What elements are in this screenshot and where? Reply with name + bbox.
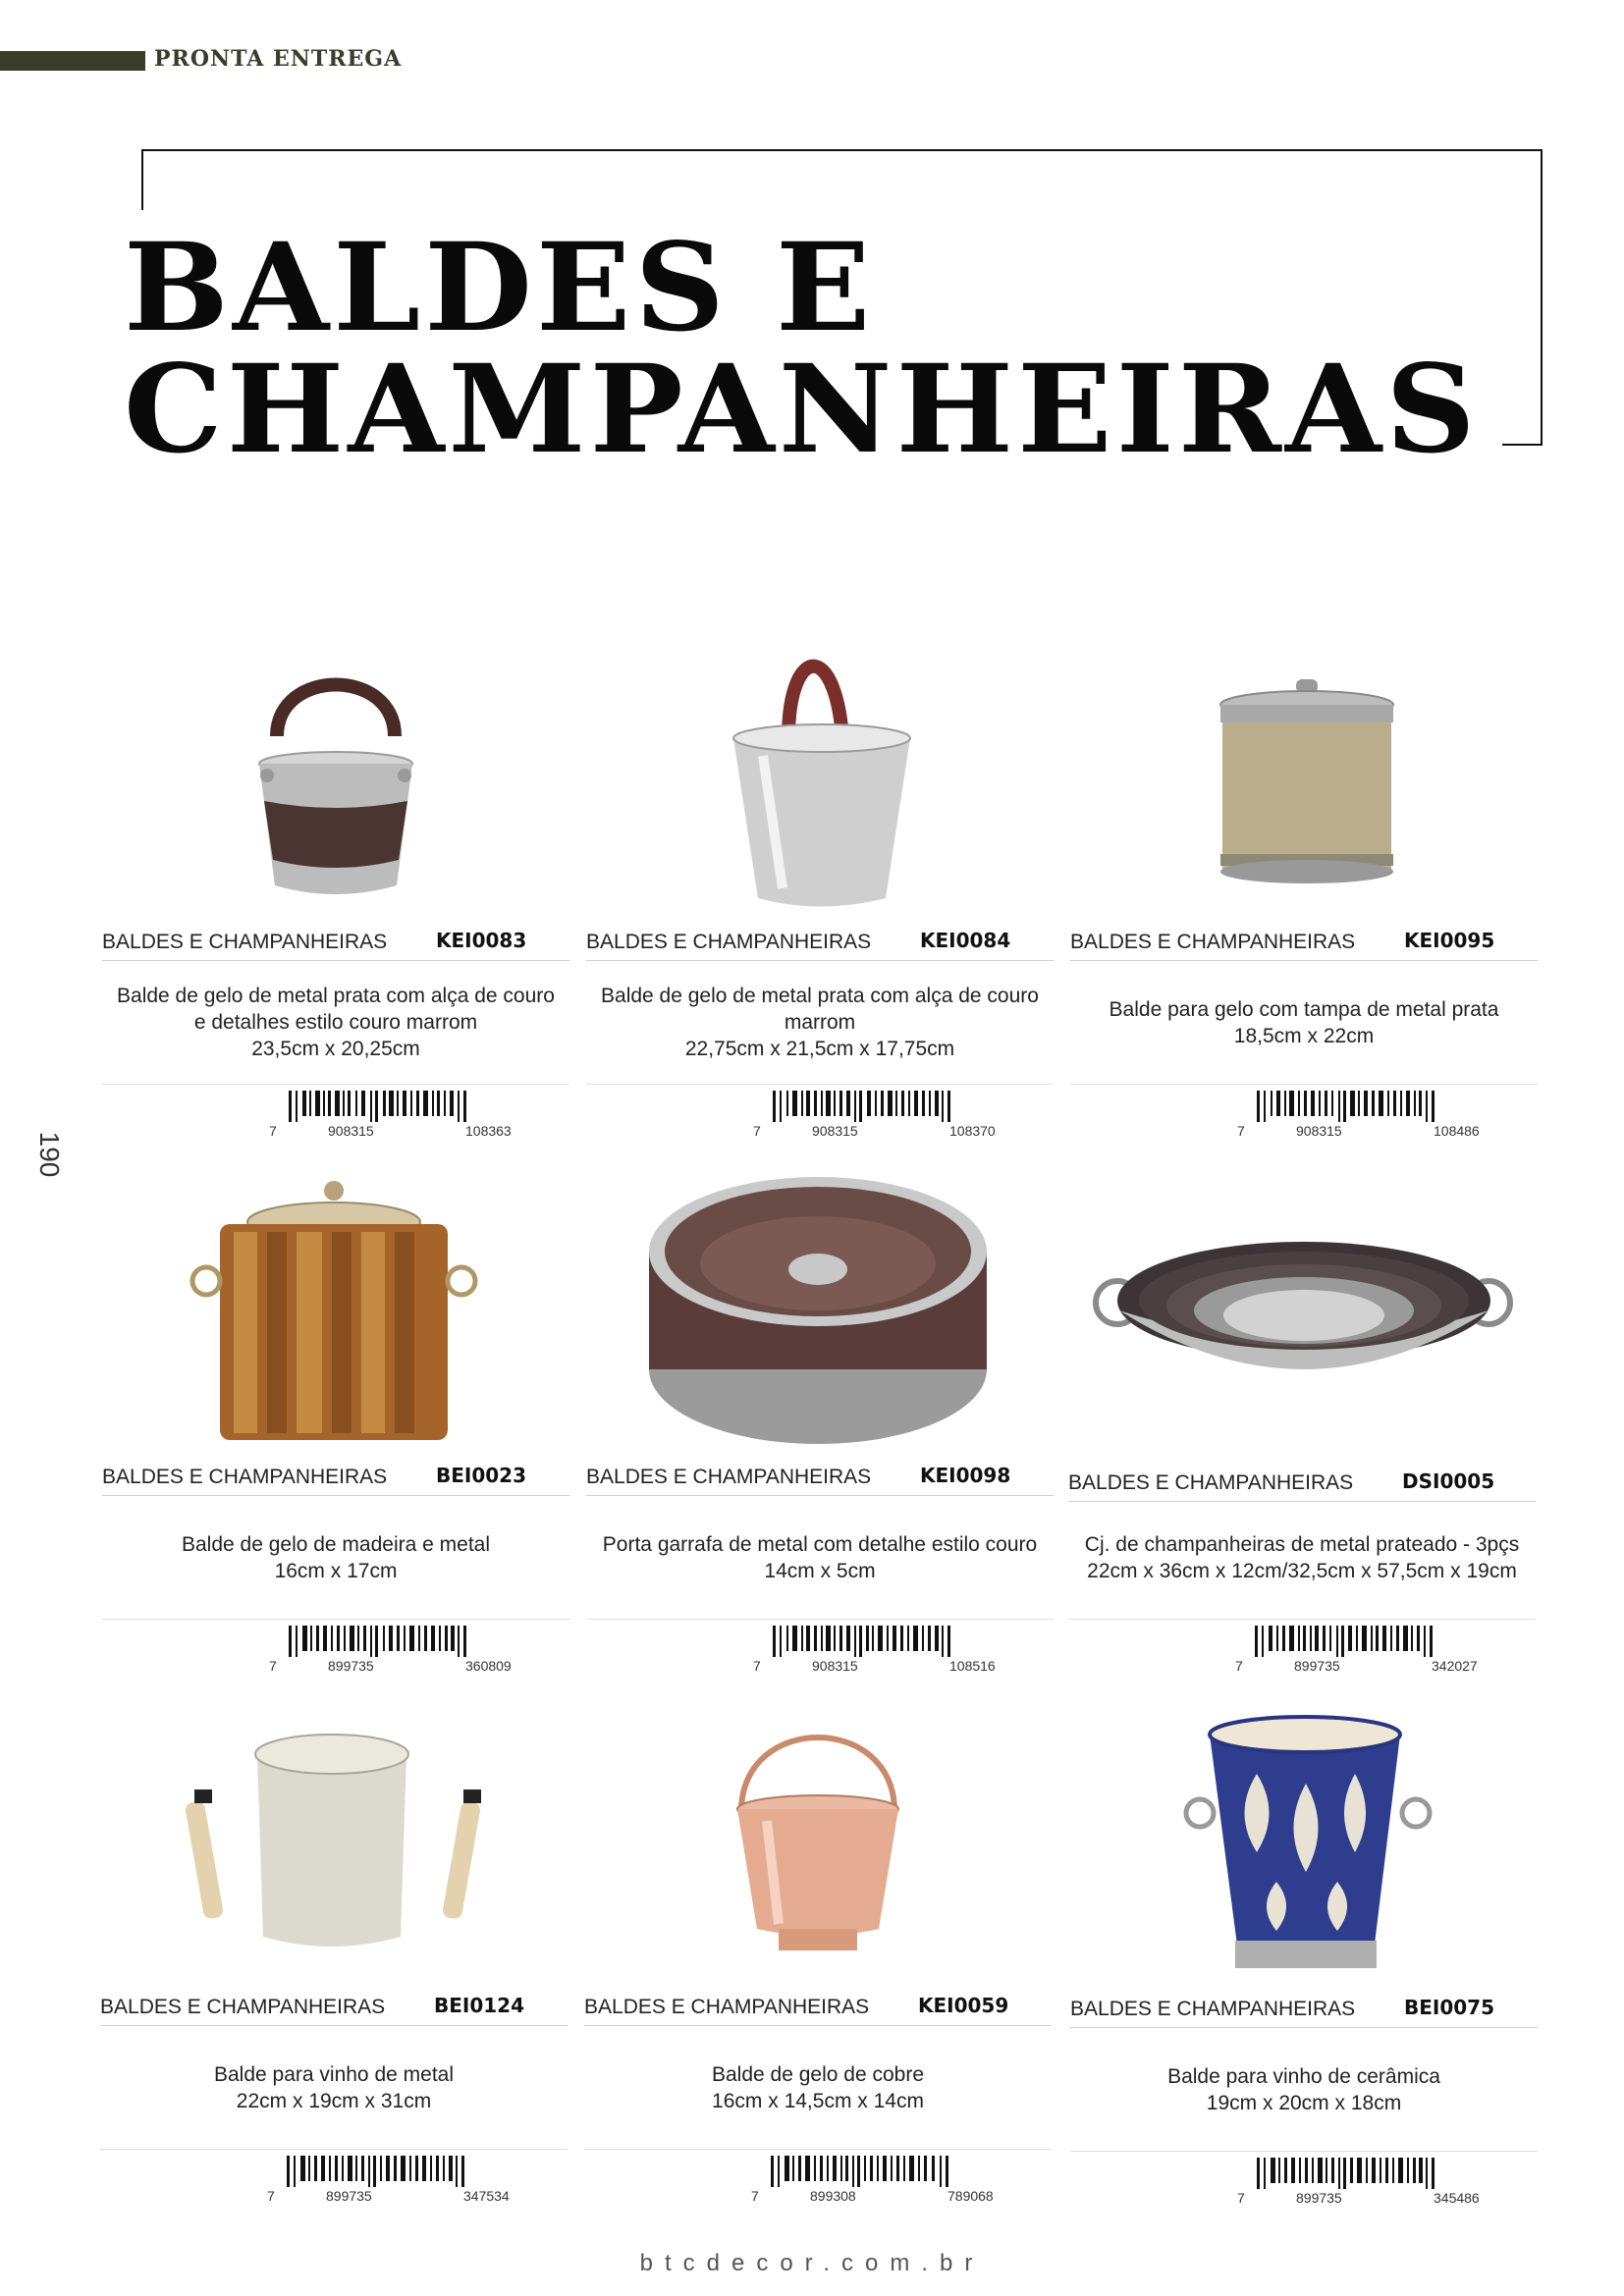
title-frame-bottom	[1502, 444, 1543, 446]
product-barcode	[586, 1626, 1054, 1677]
product-barcode	[1070, 2158, 1538, 2209]
product-description: Balde para vinho de metal	[214, 2062, 454, 2086]
product-category: BALDES E CHAMPANHEIRAS	[102, 931, 388, 953]
barcode-group-2: 342027	[1432, 1658, 1478, 1674]
product-header	[100, 1988, 568, 2026]
product-card	[1070, 1695, 1538, 2209]
product-dimensions: 22cm x 19cm x 31cm	[236, 2089, 432, 2112]
product-card	[102, 628, 569, 1142]
title-line-2: CHAMPANHEIRAS	[124, 339, 1480, 481]
product-description-block	[586, 961, 1054, 1085]
product-description: Porta garrafa de metal com detalhe estilo couro	[602, 1532, 1038, 1556]
product-barcode	[102, 1091, 569, 1142]
product-header	[1070, 923, 1538, 961]
title-line-1: BALDES E	[124, 217, 875, 359]
page-number: 190	[34, 1131, 65, 1178]
product-barcode	[1070, 1091, 1538, 1142]
product-code: DSI0005	[1402, 1469, 1495, 1493]
title-frame-left	[141, 149, 143, 210]
product-dimensions: 22cm x 36cm x 12cm/32,5cm x 57,5cm x 19cm	[1087, 1559, 1517, 1582]
product-photo-copper-ice-bucket	[584, 1693, 1052, 1988]
product-description-block	[586, 1496, 1054, 1620]
barcode-group-1: 908315	[812, 1123, 858, 1139]
barcode-group-2: 108363	[465, 1123, 512, 1139]
barcode-lead-digit: 7	[753, 1658, 761, 1674]
product-photo-oval-ice-bucket	[586, 628, 1054, 923]
product-dimensions: 16cm x 14,5cm x 14cm	[712, 2089, 924, 2112]
barcode-lead-digit: 7	[753, 1123, 761, 1139]
product-dimensions: 14cm x 5cm	[764, 1559, 876, 1582]
barcode-bars	[733, 1626, 999, 1657]
barcode-bars	[249, 1091, 514, 1122]
product-category: BALDES E CHAMPANHEIRAS	[100, 1996, 386, 2018]
barcode-lead-digit: 7	[269, 1658, 277, 1674]
barcode-group-1: 899735	[328, 1658, 374, 1674]
product-photo-lidded-ice-bucket	[1070, 628, 1538, 923]
product-description-block	[1070, 961, 1538, 1085]
barcode-group-2: 345486	[1434, 2190, 1480, 2206]
product-description: Balde de gelo de metal prata com alça de couro e detalhes estilo couro marrom	[117, 985, 555, 1034]
product-description: Balde para gelo com tampa de metal prata	[1109, 997, 1499, 1021]
product-barcode	[1068, 1626, 1536, 1677]
product-code: KEI0059	[918, 1994, 1009, 2017]
product-photo-champagne-bowl-set	[1068, 1163, 1536, 1458]
product-category: BALDES E CHAMPANHEIRAS	[1070, 1998, 1356, 2020]
barcode-group-1: 908315	[328, 1123, 374, 1139]
product-dimensions: 19cm x 20cm x 18cm	[1206, 2091, 1402, 2114]
barcode-lead-digit: 7	[1237, 1123, 1245, 1139]
header-accent-bar	[0, 51, 145, 71]
barcode-lead-digit: 7	[269, 1123, 277, 1139]
product-barcode	[586, 1091, 1054, 1142]
product-card	[100, 1693, 568, 2207]
product-dimensions: 16cm x 17cm	[274, 1559, 398, 1582]
barcode-group-2: 108370	[949, 1123, 996, 1139]
product-description-block	[1068, 1496, 1536, 1620]
product-card	[586, 1163, 1054, 1677]
product-barcode	[102, 1626, 569, 1677]
barcode-group-1: 908315	[1296, 1123, 1342, 1139]
product-description: Balde de gelo de metal prata com alça de couro marrom	[601, 985, 1039, 1034]
product-photo-bottle-coaster	[586, 1163, 1054, 1458]
product-card	[1070, 628, 1538, 1142]
barcode-group-2: 108516	[949, 1658, 996, 1674]
product-code: KEI0084	[920, 929, 1011, 952]
product-code: BEI0124	[434, 1994, 525, 2017]
product-code: KEI0098	[920, 1464, 1011, 1487]
barcode-group-2: 789068	[947, 2188, 994, 2204]
product-category: BALDES E CHAMPANHEIRAS	[1068, 1471, 1354, 1494]
barcode-group-1: 899735	[1294, 1658, 1340, 1674]
product-code: BEI0023	[436, 1464, 527, 1487]
product-dimensions: 22,75cm x 21,5cm x 17,75cm	[684, 1038, 955, 1060]
product-code: BEI0075	[1404, 1996, 1495, 2019]
product-header	[1070, 1990, 1538, 2028]
section-label: PRONTA ENTREGA	[154, 46, 403, 72]
barcode-group-2: 347534	[463, 2188, 510, 2204]
product-photo-ceramic-wine-bucket	[1070, 1695, 1538, 1990]
barcode-bars	[731, 2156, 997, 2187]
product-card	[584, 1693, 1052, 2207]
product-header	[1068, 1464, 1536, 1502]
product-barcode	[584, 2156, 1052, 2207]
product-dimensions: 23,5cm x 20,25cm	[251, 1038, 420, 1060]
title-frame-top	[141, 149, 1543, 151]
barcode-bars	[247, 2156, 513, 2187]
product-description: Balde para vinho de cerâmica	[1167, 2064, 1440, 2088]
product-header	[586, 923, 1054, 961]
barcode-bars	[249, 1626, 514, 1657]
title-frame-right	[1541, 149, 1543, 446]
product-description-block	[1070, 2028, 1538, 2152]
product-description-block	[102, 961, 569, 1085]
product-description: Balde de gelo de cobre	[712, 2062, 924, 2086]
product-photo-ice-bucket-leather-band	[102, 628, 569, 923]
barcode-bars	[1218, 1091, 1483, 1122]
product-category: BALDES E CHAMPANHEIRAS	[586, 931, 872, 953]
barcode-bars	[733, 1091, 999, 1122]
product-code: KEI0083	[436, 929, 527, 952]
product-dimensions: 18,5cm x 22cm	[1233, 1024, 1375, 1047]
product-category: BALDES E CHAMPANHEIRAS	[1070, 931, 1356, 953]
product-header	[586, 1458, 1054, 1496]
barcode-lead-digit: 7	[1237, 2190, 1245, 2206]
barcode-group-1: 899735	[1296, 2190, 1342, 2206]
product-category: BALDES E CHAMPANHEIRAS	[586, 1466, 872, 1488]
product-photo-wooden-ice-bucket	[102, 1163, 569, 1458]
product-description-block	[584, 2026, 1052, 2150]
product-header	[102, 1458, 569, 1496]
product-description-block	[102, 1496, 569, 1620]
footer-website: btcdecor.com.br	[639, 2250, 985, 2276]
product-barcode	[100, 2156, 568, 2207]
product-description-block	[100, 2026, 568, 2150]
barcode-group-1: 899735	[326, 2188, 372, 2204]
product-description: Balde de gelo de madeira e metal	[181, 1532, 491, 1556]
barcode-lead-digit: 7	[751, 2188, 759, 2204]
product-photo-wine-bucket-handles	[100, 1693, 568, 1988]
page-title	[124, 217, 1480, 481]
barcode-bars	[1216, 1626, 1481, 1657]
barcode-bars	[1218, 2158, 1483, 2189]
barcode-lead-digit: 7	[267, 2188, 275, 2204]
barcode-group-1: 908315	[812, 1658, 858, 1674]
barcode-group-2: 108486	[1434, 1123, 1480, 1139]
barcode-lead-digit: 7	[1235, 1658, 1243, 1674]
product-card	[586, 628, 1054, 1142]
product-card	[1068, 1163, 1536, 1677]
barcode-group-2: 360809	[465, 1658, 512, 1674]
product-card	[102, 1163, 569, 1677]
product-code: KEI0095	[1404, 929, 1495, 952]
product-category: BALDES E CHAMPANHEIRAS	[584, 1996, 870, 2018]
product-header	[584, 1988, 1052, 2026]
barcode-group-1: 899308	[810, 2188, 856, 2204]
product-category: BALDES E CHAMPANHEIRAS	[102, 1466, 388, 1488]
product-description: Cj. de champanheiras de metal prateado - 3pçs	[1084, 1532, 1520, 1556]
product-header	[102, 923, 569, 961]
